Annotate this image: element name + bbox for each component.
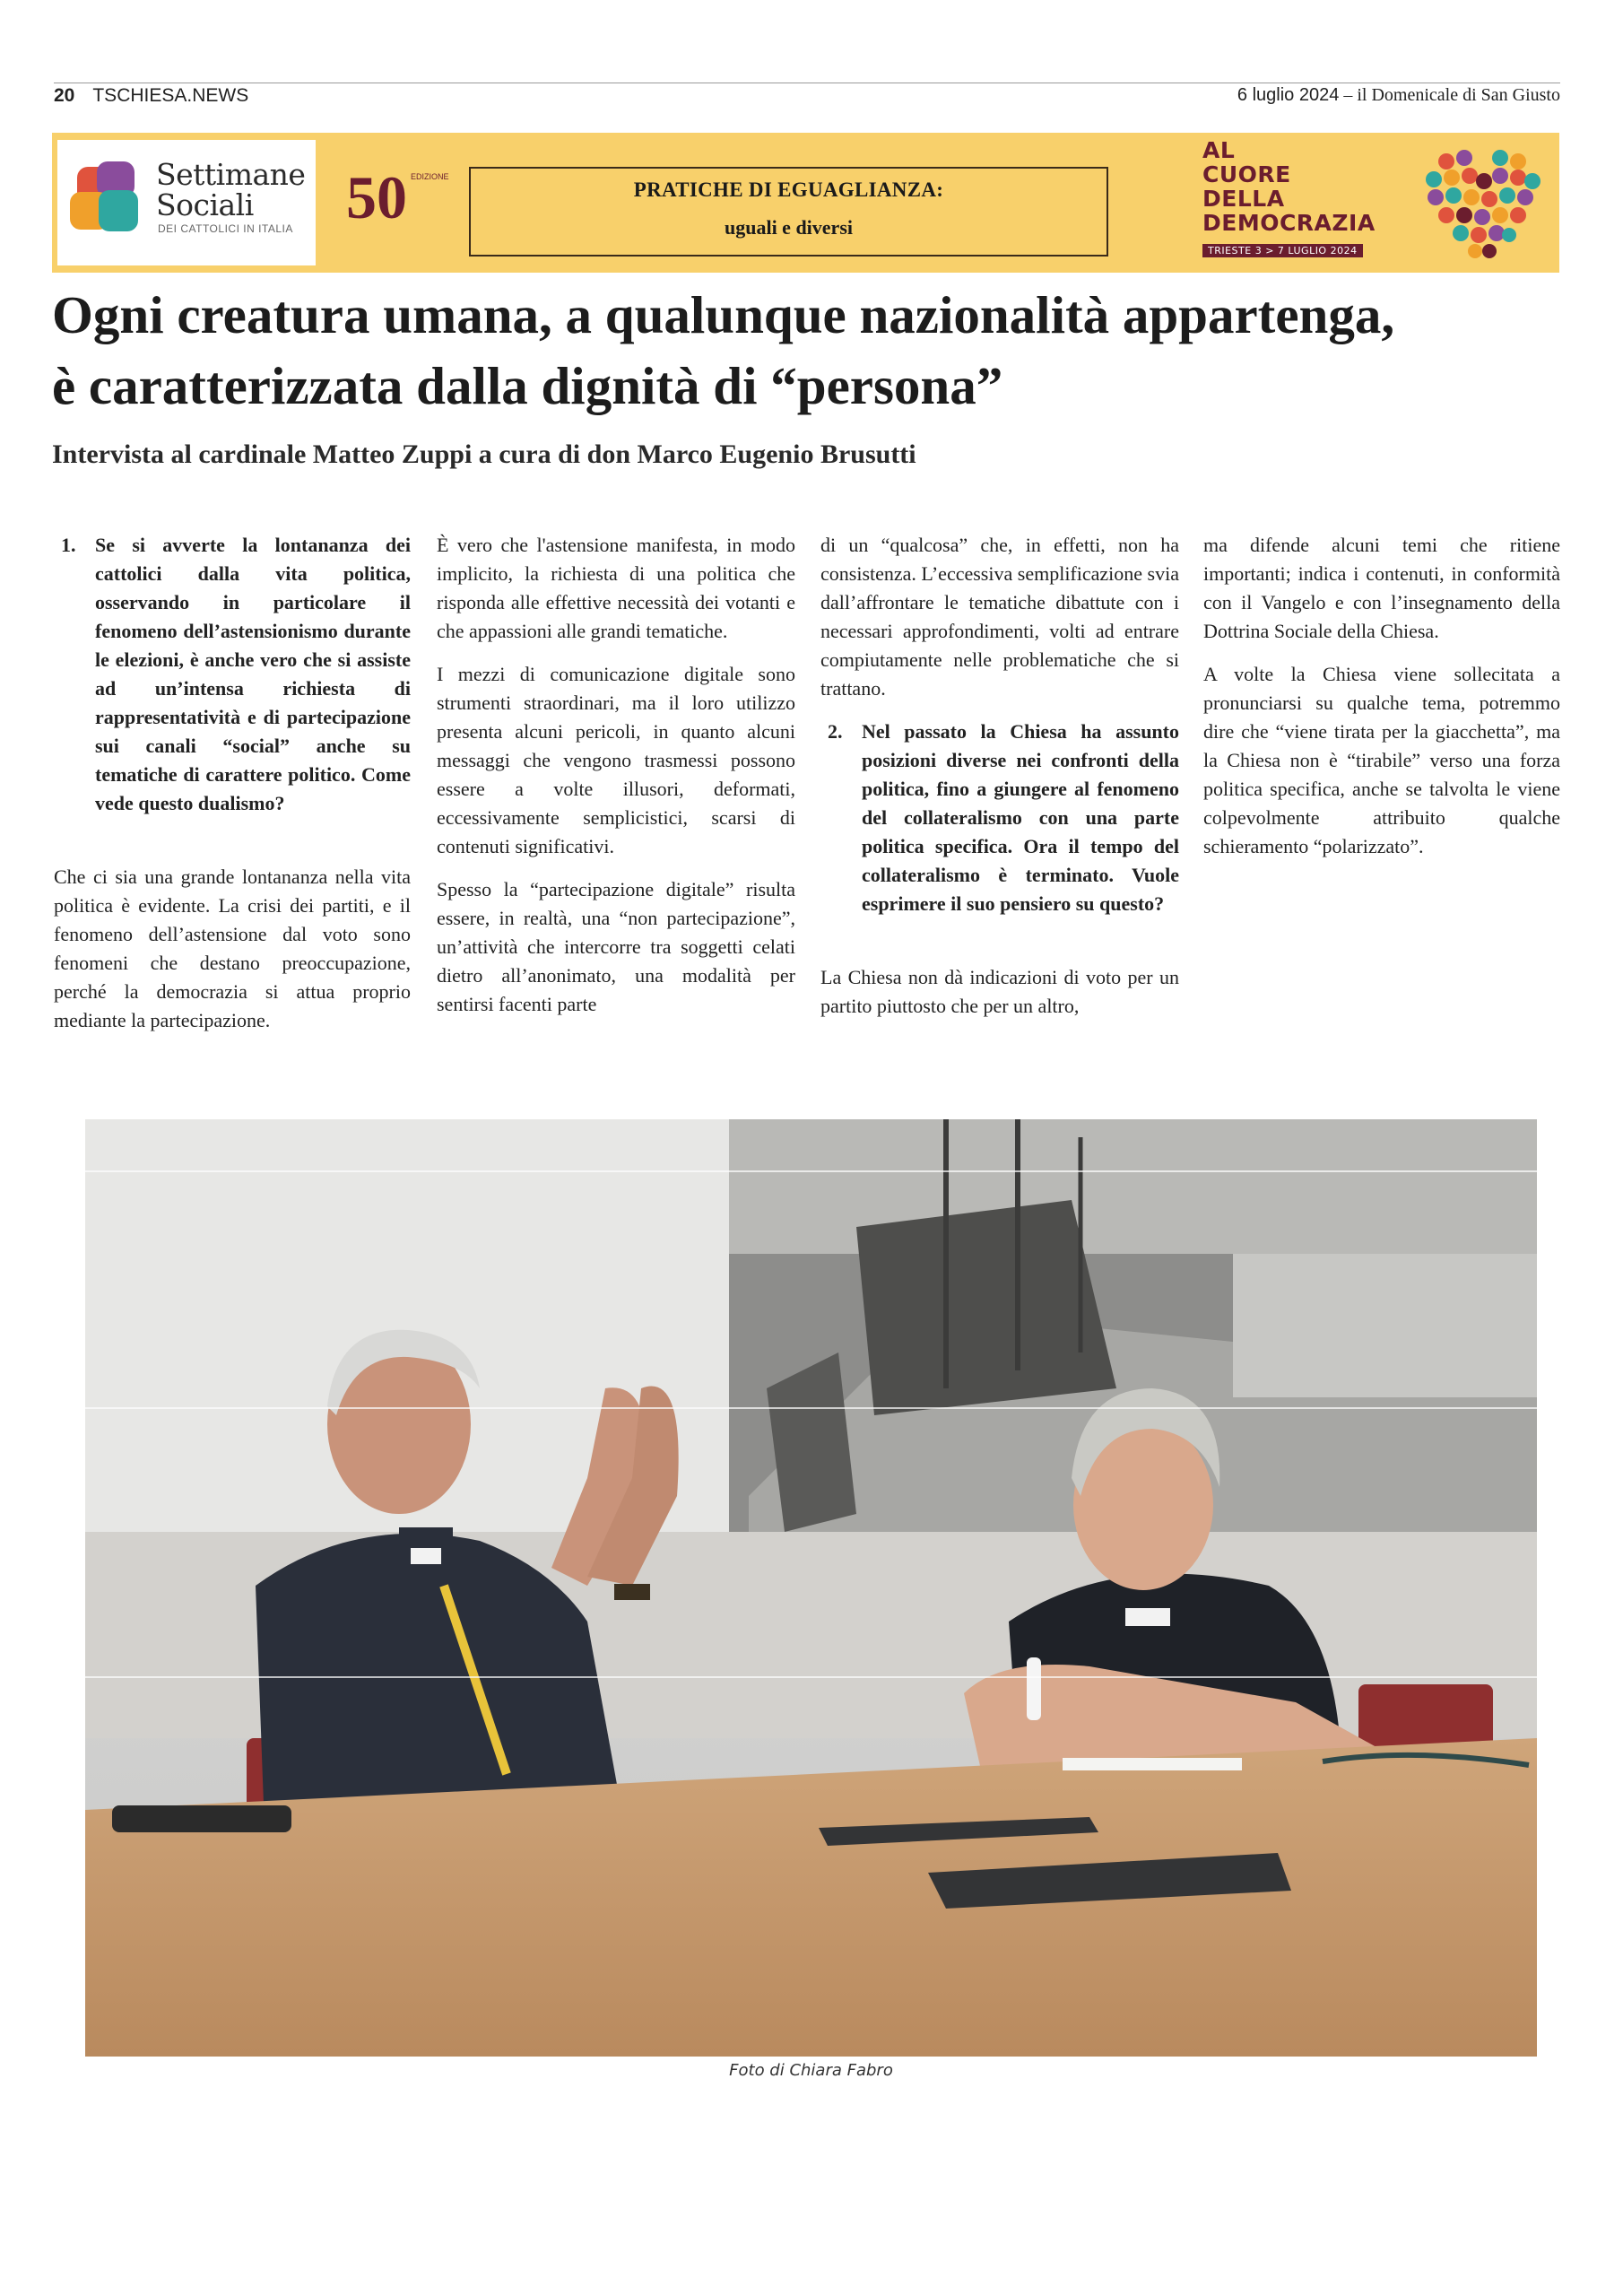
answer-2-paragraph-1-continued: ma difende alcuni temi che ritiene importanti; indica i contenuti, in conformità con il Vangelo e con l’insegnamento della Dottrina Sociale della Chiesa. [1203, 534, 1560, 642]
question-2 [820, 718, 1179, 918]
interview-scene-illustration [85, 1119, 1537, 2057]
logo-line-1: Settimane [156, 157, 306, 192]
running-header [54, 83, 1560, 110]
event-dates: TRIESTE 3 > 7 LUGLIO 2024 [1202, 244, 1363, 257]
theme-title: PRATICHE DI EGUAGLIANZA: [633, 178, 944, 201]
event-title-line-3: DELLA [1202, 186, 1285, 212]
interview-photo [85, 1119, 1537, 2057]
event-title [1202, 138, 1376, 235]
article-subheadline: Intervista al cardinale Matteo Zuppi a cura di don Marco Eugenio Brusutti [52, 439, 916, 469]
logo-bubble-teal [99, 190, 138, 231]
event-title-line-1: AL [1202, 137, 1236, 163]
answer-2-paragraph-1: La Chiesa non dà indicazioni di voto per un partito piuttosto che per un altro, [820, 966, 1179, 1017]
event-title-line-2: CUORE [1202, 161, 1291, 187]
settimane-sociali-logo [57, 140, 316, 265]
publication-name: Domenicale di San Giusto [1371, 85, 1560, 105]
answer-1-paragraph-2: È vero che l'astensione manifesta, in modo implicito, la richiesta di una politica che risponda alle effettive necessità dei votanti e che appassioni alle grandi tematiche. [437, 534, 795, 642]
article-column-1 [54, 531, 411, 1049]
logo-subtitle: DEI CATTOLICI IN ITALIA [158, 222, 293, 235]
photo-caption: Foto di Chiara Fabro [729, 2061, 893, 2080]
theme-box [469, 167, 1108, 257]
answer-1-paragraph-4-continued: di un “qualcosa” che, in effetti, non ha consistenza. L’eccessiva semplificazione svia dall’affrontare le tematiche dibattute con i necessari approfondimenti, volti ad entrare compiutamente nelle problematiche che si trattano. [820, 534, 1179, 700]
issue-date: 6 luglio 2024 [1237, 85, 1340, 105]
logo-wordmark [156, 157, 306, 222]
edition-label: EDIZIONE [411, 172, 449, 181]
headline-line-1: Ogni creatura umana, a qualunque nazionalità appartenga, [52, 285, 1395, 344]
theme-subtitle: uguali e diversi [724, 216, 853, 239]
answer-2-paragraph-2: A volte la Chiesa viene sollecitata a pronunciarsi su qualche tema, potremmo dire che “viene tirata per la giacchetta”, ma la Chiesa non è “tirabile” verso una forza politica specifica, anche se talvolta le viene colpevolmente attribuito qualche schieramento “polarizzato”. [1203, 663, 1560, 857]
question-1 [54, 531, 411, 818]
running-header-right [1237, 85, 1560, 106]
answer-1-paragraph-1: Che ci sia una grande lontananza nella vita politica è evidente. La crisi dei partiti, e il fenomeno dell’astensione dal voto sono fenomeni che destano preoccupazione, perché la democrazia si attua proprio mediante la partecipazione. [54, 865, 411, 1031]
heart-mosaic-icon [1419, 142, 1545, 263]
article-column-4 [1203, 531, 1560, 875]
article-headline [52, 280, 1576, 422]
section-name: TSCHIESA.NEWS [92, 85, 249, 106]
question-2-number: 2. [828, 720, 843, 743]
date-separator: – il [1343, 85, 1367, 105]
logo-line-2: Sociali [156, 187, 254, 222]
answer-1-paragraph-4: Spesso la “partecipazione digitale” risulta essere, in realtà, una “non partecipazione”, un’attività che intercorre tra soggetti celati dietro all’anonimato, una modalità per sentirsi facenti parte [437, 878, 795, 1015]
question-1-number: 1. [61, 534, 76, 556]
headline-line-2: è caratterizzata dalla dignità di “persona” [52, 356, 1003, 415]
event-title-line-4: DEMOCRAZIA [1202, 210, 1376, 236]
event-banner [52, 133, 1559, 273]
question-2-text: Nel passato la Chiesa ha assunto posizioni diverse nei confronti della politica, fino a giungere al fenomeno del collateralismo con una parte politica specifica. Ora il tempo del collateralismo è terminato. Vuole esprimere il suo pensiero su questo? [862, 720, 1179, 915]
running-header-left [54, 85, 248, 107]
article-column-2 [437, 531, 795, 1033]
question-1-text: Se si avverte la lontananza dei cattolici dalla vita politica, osservando in particolare il fenomeno dell’astensionismo durante le elezioni, è anche vero che si assiste ad un’intensa richiesta di rappresentatività e di partecipazione sui canali “social” anche su tematiche di carattere politico. Come vede questo dualismo? [95, 534, 411, 814]
edition-number: 50 [346, 163, 407, 231]
page-number: 20 [54, 85, 75, 106]
answer-1-paragraph-3: I mezzi di comunicazione digitale sono strumenti straordinari, ma il loro utilizzo presenta alcuni pericoli, in quanto alcuni messaggi che vengono trasmessi possono essere a volte illusori, deformati, eccessivamente semplicistici, scarsi di contenuti significativi. [437, 663, 795, 857]
article-column-3 [820, 531, 1179, 1035]
